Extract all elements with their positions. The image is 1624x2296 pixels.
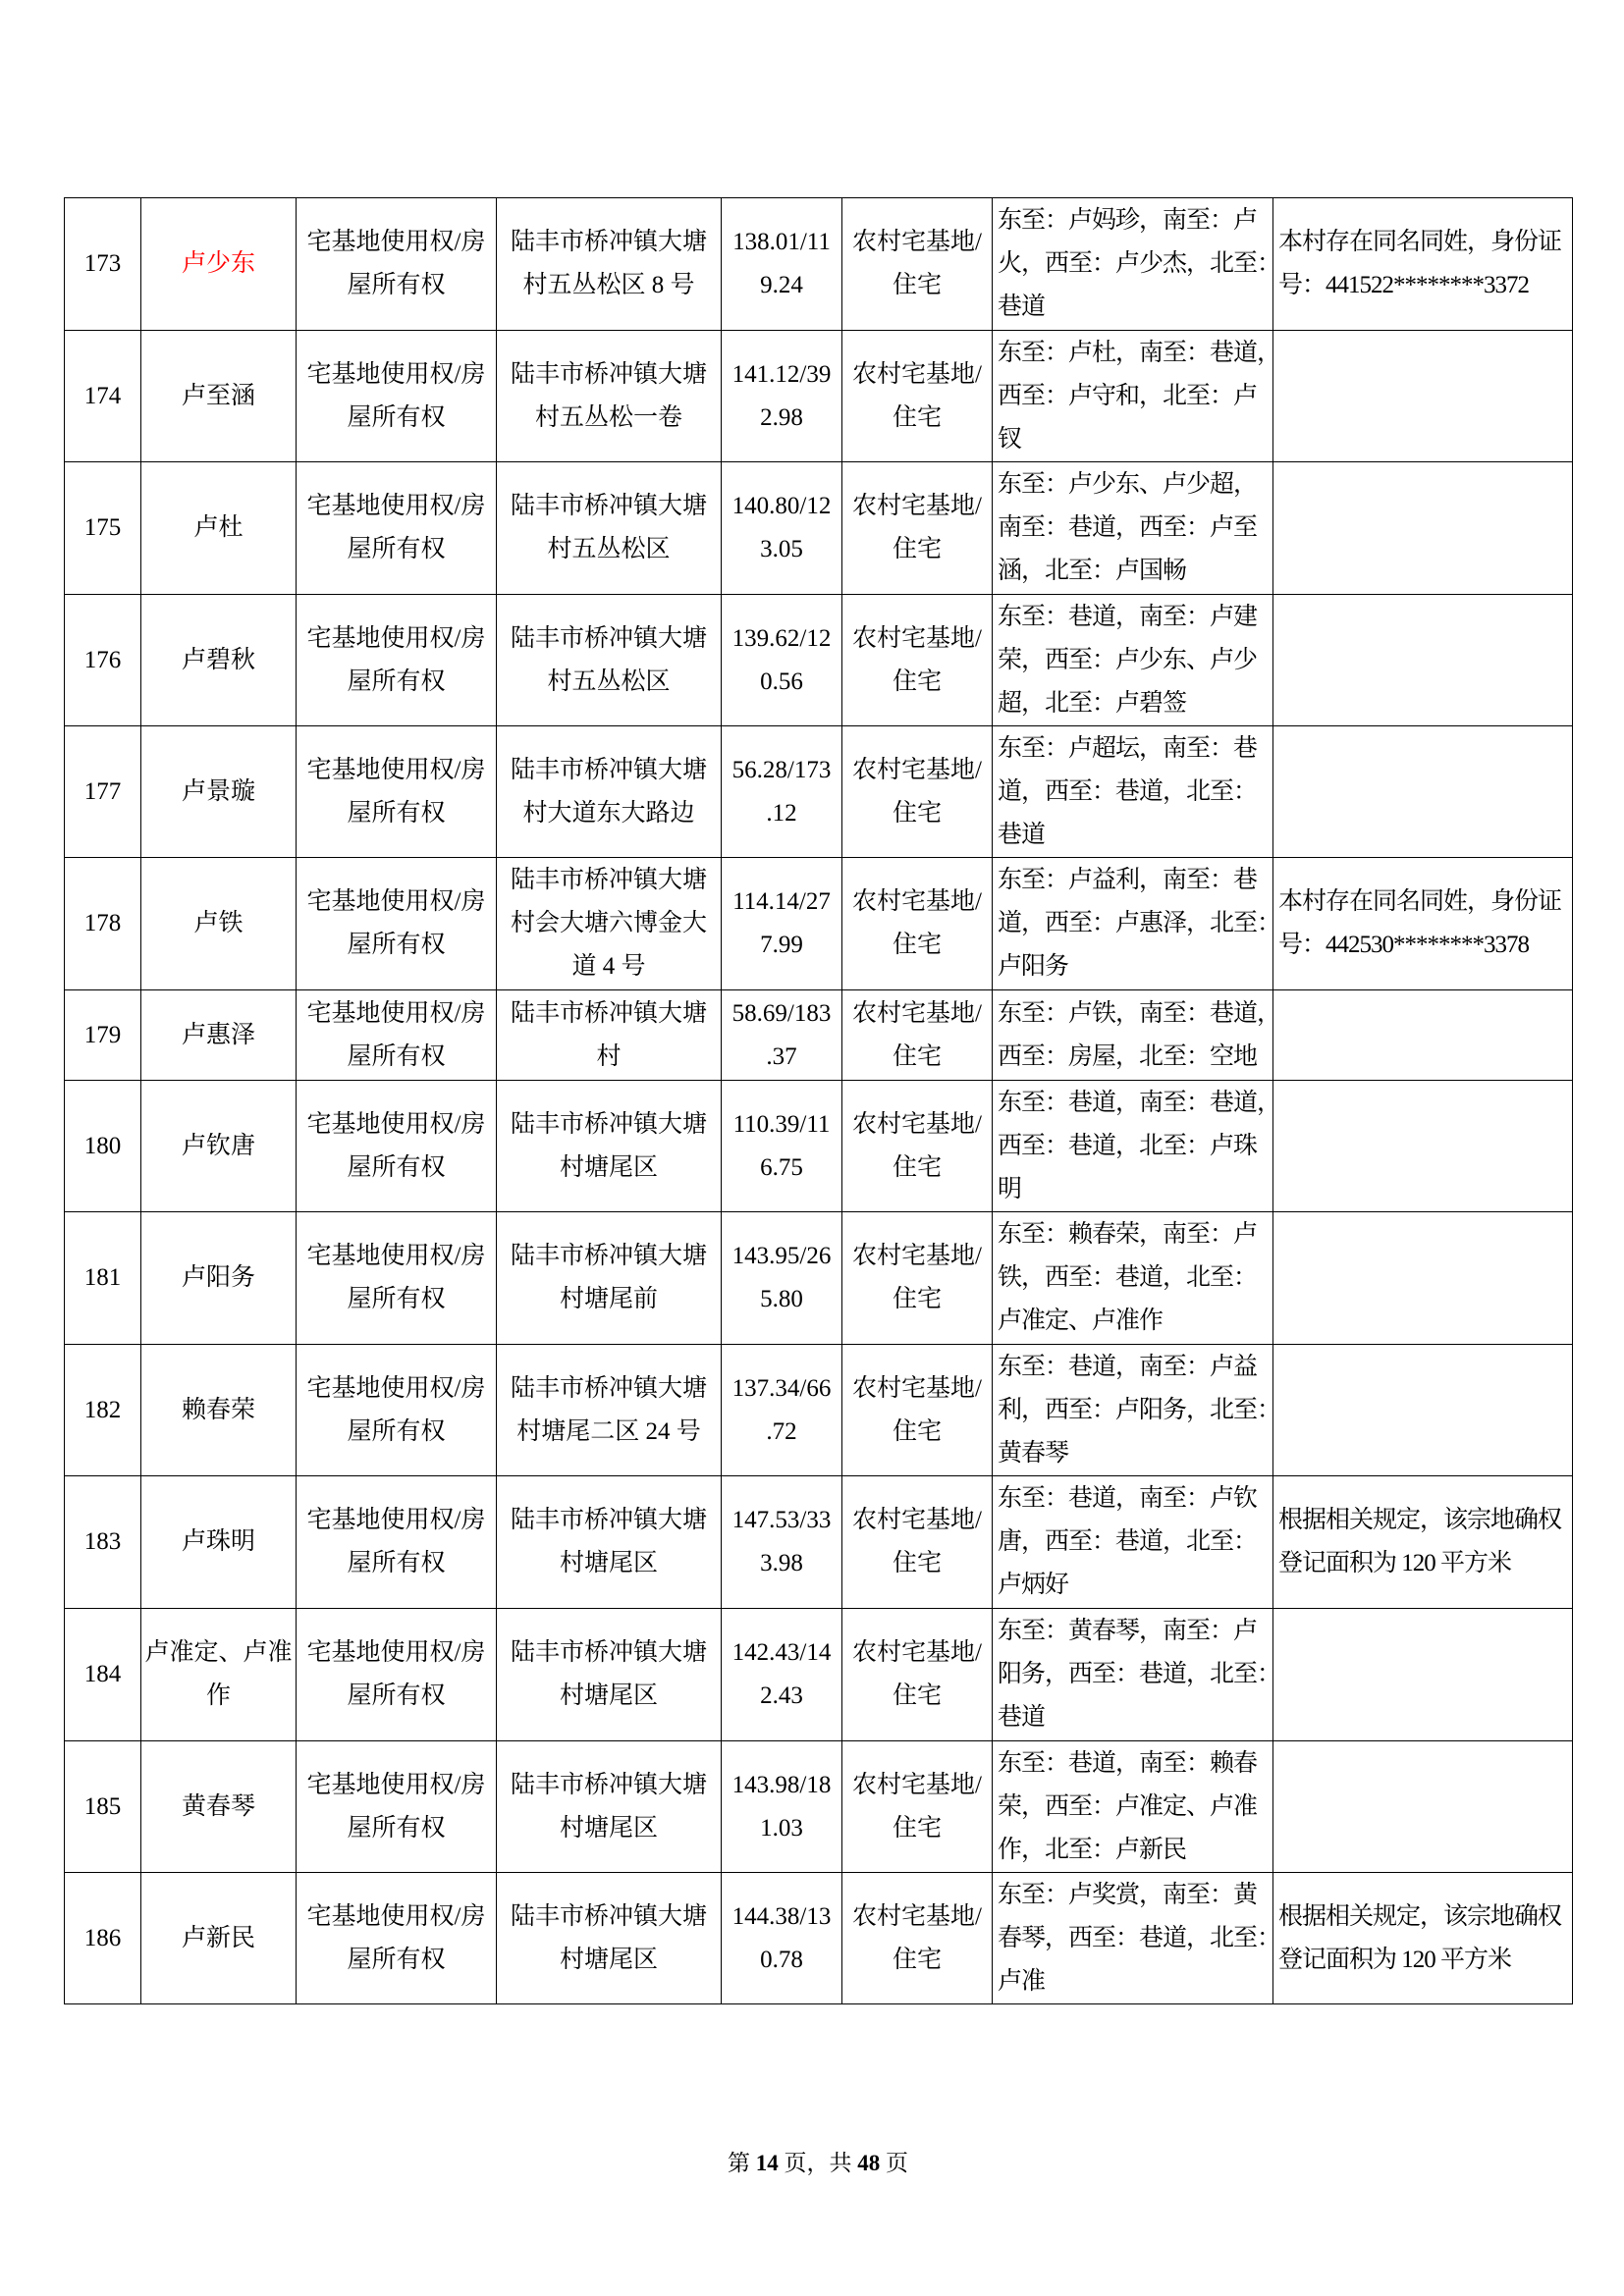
land-use: 农村宅基地/ 住宅 — [842, 1212, 993, 1345]
parcel-boundaries: 东至：卢益利，南至：巷 道，西至：卢惠泽，北至： 卢阳务 — [993, 858, 1273, 990]
remarks — [1273, 1081, 1573, 1212]
table-row — [65, 990, 1573, 1081]
table-row — [65, 1609, 1573, 1741]
parcel-location: 陆丰市桥冲镇大塘 村塘尾前 — [497, 1212, 722, 1345]
land-use: 农村宅基地/ 住宅 — [842, 1873, 993, 2004]
land-use: 农村宅基地/ 住宅 — [842, 462, 993, 595]
table-row — [65, 858, 1573, 990]
parcel-boundaries: 东至：卢超坛，南至：巷 道，西至：巷道，北至： 巷道 — [993, 726, 1273, 858]
right-type: 宅基地使用权/房 屋所有权 — [297, 1609, 497, 1741]
row-number: 183 — [65, 1476, 141, 1609]
parcel-location: 陆丰市桥冲镇大塘 村大道东大路边 — [497, 726, 722, 858]
parcel-boundaries: 东至：卢奖赏，南至：黄 春琴，西至：巷道，北至： 卢准 — [993, 1873, 1273, 2004]
page-footer — [64, 2146, 1572, 2181]
right-type: 宅基地使用权/房 屋所有权 — [297, 1212, 497, 1345]
parcel-boundaries: 东至：巷道，南至：赖春 荣，西至：卢准定、卢准 作，北至：卢新民 — [993, 1741, 1273, 1873]
remarks — [1273, 1741, 1573, 1873]
remarks: 本村存在同名同姓，身份证 号：442530********3378 — [1273, 858, 1573, 990]
owner-name: 卢钦唐 — [141, 1081, 297, 1212]
parcel-boundaries: 东至：巷道，南至：卢益 利，西至：卢阳务，北至： 黄春琴 — [993, 1345, 1273, 1476]
right-type: 宅基地使用权/房 屋所有权 — [297, 1345, 497, 1476]
parcel-area: 143.95/26 5.80 — [722, 1212, 842, 1345]
owner-name: 黄春琴 — [141, 1741, 297, 1873]
remarks — [1273, 331, 1573, 462]
owner-name: 卢景璇 — [141, 726, 297, 858]
remarks — [1273, 1609, 1573, 1741]
parcel-location: 陆丰市桥冲镇大塘 村五丛松区 8 号 — [497, 198, 722, 331]
table-row — [65, 198, 1573, 331]
table-row — [65, 1873, 1573, 2004]
parcel-location: 陆丰市桥冲镇大塘 村五丛松区 — [497, 462, 722, 595]
parcel-location: 陆丰市桥冲镇大塘 村塘尾区 — [497, 1609, 722, 1741]
remarks — [1273, 462, 1573, 595]
remarks — [1273, 990, 1573, 1081]
right-type: 宅基地使用权/房 屋所有权 — [297, 198, 497, 331]
land-use: 农村宅基地/ 住宅 — [842, 1081, 993, 1212]
parcel-boundaries: 东至：巷道，南至：卢建 荣，西至：卢少东、卢少 超，北至：卢碧签 — [993, 595, 1273, 726]
owner-name: 卢惠泽 — [141, 990, 297, 1081]
land-use: 农村宅基地/ 住宅 — [842, 858, 993, 990]
land-use: 农村宅基地/ 住宅 — [842, 1476, 993, 1609]
row-number: 182 — [65, 1345, 141, 1476]
owner-name: 卢准定、卢准 作 — [141, 1609, 297, 1741]
row-number: 185 — [65, 1741, 141, 1873]
right-type: 宅基地使用权/房 屋所有权 — [297, 1081, 497, 1212]
homestead-rights-table — [64, 197, 1573, 2004]
remarks — [1273, 595, 1573, 726]
table-row — [65, 1741, 1573, 1873]
parcel-area: 142.43/14 2.43 — [722, 1609, 842, 1741]
right-type: 宅基地使用权/房 屋所有权 — [297, 1873, 497, 2004]
land-use: 农村宅基地/ 住宅 — [842, 990, 993, 1081]
owner-name: 赖春荣 — [141, 1345, 297, 1476]
current-page-number: 14 — [755, 2151, 779, 2175]
table-row — [65, 1345, 1573, 1476]
parcel-area: 139.62/12 0.56 — [722, 595, 842, 726]
parcel-boundaries: 东至：卢杜，南至：巷道， 西至：卢守和，北至：卢 钗 — [993, 331, 1273, 462]
parcel-location: 陆丰市桥冲镇大塘 村塘尾二区 24 号 — [497, 1345, 722, 1476]
owner-name: 卢至涵 — [141, 331, 297, 462]
parcel-location: 陆丰市桥冲镇大塘 村塘尾区 — [497, 1873, 722, 2004]
owner-name: 卢铁 — [141, 858, 297, 990]
land-use: 农村宅基地/ 住宅 — [842, 1609, 993, 1741]
parcel-area: 58.69/183 .37 — [722, 990, 842, 1081]
land-use: 农村宅基地/ 住宅 — [842, 1345, 993, 1476]
parcel-area: 110.39/11 6.75 — [722, 1081, 842, 1212]
table-row — [65, 595, 1573, 726]
right-type: 宅基地使用权/房 屋所有权 — [297, 595, 497, 726]
parcel-area: 140.80/12 3.05 — [722, 462, 842, 595]
parcel-location: 陆丰市桥冲镇大塘 村 — [497, 990, 722, 1081]
parcel-location: 陆丰市桥冲镇大塘 村塘尾区 — [497, 1476, 722, 1609]
right-type: 宅基地使用权/房 屋所有权 — [297, 990, 497, 1081]
right-type: 宅基地使用权/房 屋所有权 — [297, 858, 497, 990]
owner-name: 卢珠明 — [141, 1476, 297, 1609]
land-use: 农村宅基地/ 住宅 — [842, 331, 993, 462]
row-number: 174 — [65, 331, 141, 462]
right-type: 宅基地使用权/房 屋所有权 — [297, 1476, 497, 1609]
parcel-boundaries: 东至：巷道，南至：巷道， 西至：巷道，北至：卢珠 明 — [993, 1081, 1273, 1212]
remarks — [1273, 1212, 1573, 1345]
owner-name: 卢碧秋 — [141, 595, 297, 726]
parcel-location: 陆丰市桥冲镇大塘 村塘尾区 — [497, 1081, 722, 1212]
owner-name: 卢杜 — [141, 462, 297, 595]
land-use: 农村宅基地/ 住宅 — [842, 198, 993, 331]
right-type: 宅基地使用权/房 屋所有权 — [297, 726, 497, 858]
table-row — [65, 331, 1573, 462]
parcel-area: 147.53/33 3.98 — [722, 1476, 842, 1609]
parcel-boundaries: 东至：卢铁，南至：巷道， 西至：房屋，北至：空地 — [993, 990, 1273, 1081]
remarks — [1273, 726, 1573, 858]
parcel-area: 138.01/11 9.24 — [722, 198, 842, 331]
table-row — [65, 1212, 1573, 1345]
row-number: 177 — [65, 726, 141, 858]
parcel-boundaries: 东至：赖春荣，南至：卢 铁，西至：巷道，北至： 卢准定、卢准作 — [993, 1212, 1273, 1345]
row-number: 186 — [65, 1873, 141, 2004]
table-row — [65, 1081, 1573, 1212]
parcel-boundaries: 东至：黄春琴，南至：卢 阳务，西至：巷道，北至： 巷道 — [993, 1609, 1273, 1741]
footer-middle: 页，共 — [778, 2151, 858, 2175]
parcel-location: 陆丰市桥冲镇大塘 村五丛松区 — [497, 595, 722, 726]
parcel-boundaries: 东至：卢少东、卢少超， 南至：巷道，西至：卢至 涵，北至：卢国畅 — [993, 462, 1273, 595]
row-number: 175 — [65, 462, 141, 595]
row-number: 173 — [65, 198, 141, 331]
footer-prefix: 第 — [728, 2151, 756, 2175]
parcel-area: 114.14/27 7.99 — [722, 858, 842, 990]
row-number: 179 — [65, 990, 141, 1081]
parcel-location: 陆丰市桥冲镇大塘 村五丛松一卷 — [497, 331, 722, 462]
parcel-location: 陆丰市桥冲镇大塘 村塘尾区 — [497, 1741, 722, 1873]
remarks: 本村存在同名同姓，身份证 号：441522********3372 — [1273, 198, 1573, 331]
remarks — [1273, 1345, 1573, 1476]
parcel-location: 陆丰市桥冲镇大塘 村会大塘六博金大 道 4 号 — [497, 858, 722, 990]
right-type: 宅基地使用权/房 屋所有权 — [297, 331, 497, 462]
land-use: 农村宅基地/ 住宅 — [842, 726, 993, 858]
parcel-area: 144.38/13 0.78 — [722, 1873, 842, 2004]
row-number: 178 — [65, 858, 141, 990]
table-row — [65, 1476, 1573, 1609]
parcel-boundaries: 东至：卢妈珍，南至：卢 火，西至：卢少杰，北至： 巷道 — [993, 198, 1273, 331]
row-number: 180 — [65, 1081, 141, 1212]
total-pages-number: 48 — [857, 2151, 881, 2175]
parcel-boundaries: 东至：巷道，南至：卢钦 唐，西至：巷道，北至： 卢炳好 — [993, 1476, 1273, 1609]
right-type: 宅基地使用权/房 屋所有权 — [297, 1741, 497, 1873]
land-use: 农村宅基地/ 住宅 — [842, 1741, 993, 1873]
parcel-area: 137.34/66 .72 — [722, 1345, 842, 1476]
row-number: 181 — [65, 1212, 141, 1345]
table-row — [65, 726, 1573, 858]
parcel-area: 143.98/18 1.03 — [722, 1741, 842, 1873]
owner-name: 卢少东 — [141, 198, 297, 331]
right-type: 宅基地使用权/房 屋所有权 — [297, 462, 497, 595]
footer-suffix: 页 — [880, 2151, 908, 2175]
owner-name: 卢阳务 — [141, 1212, 297, 1345]
remarks: 根据相关规定，该宗地确权 登记面积为 120 平方米 — [1273, 1873, 1573, 2004]
land-use: 农村宅基地/ 住宅 — [842, 595, 993, 726]
row-number: 184 — [65, 1609, 141, 1741]
row-number: 176 — [65, 595, 141, 726]
parcel-area: 141.12/39 2.98 — [722, 331, 842, 462]
parcel-area: 56.28/173 .12 — [722, 726, 842, 858]
owner-name: 卢新民 — [141, 1873, 297, 2004]
remarks: 根据相关规定，该宗地确权 登记面积为 120 平方米 — [1273, 1476, 1573, 1609]
table-row — [65, 462, 1573, 595]
